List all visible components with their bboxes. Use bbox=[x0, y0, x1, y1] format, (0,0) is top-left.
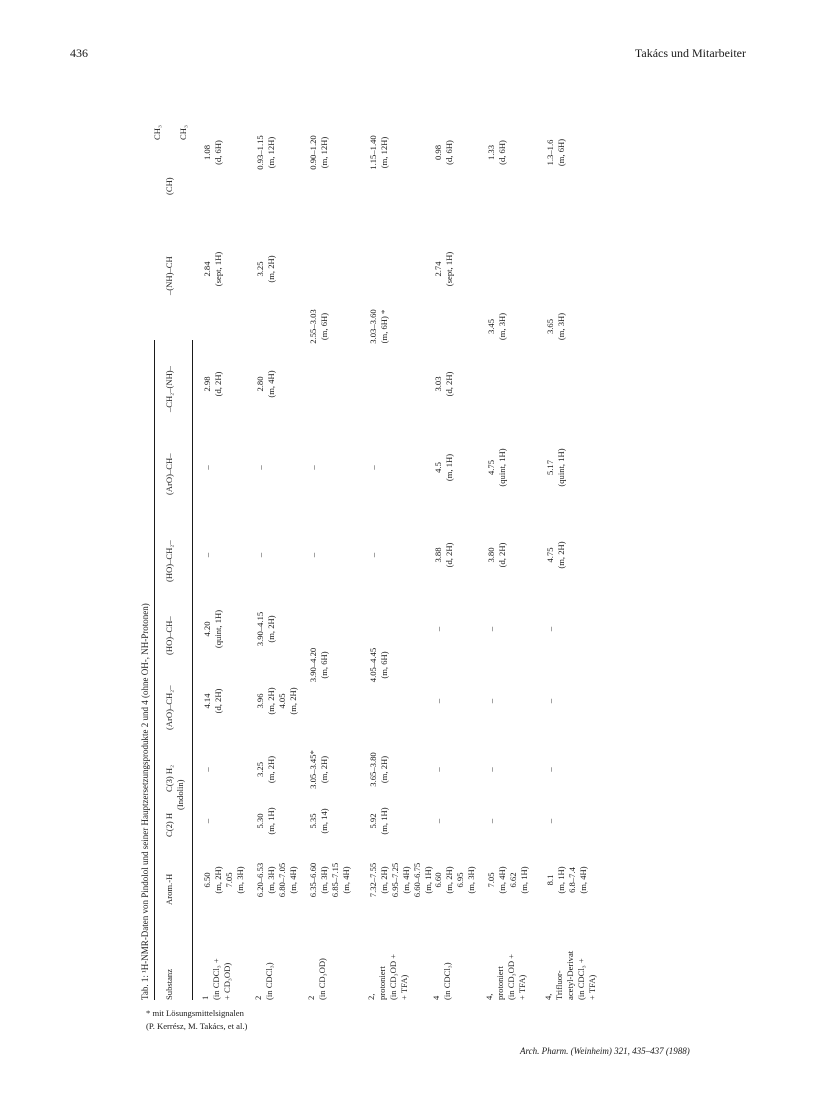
cell-ho-ch bbox=[255, 598, 277, 660]
cell-ho-ch2 bbox=[486, 525, 508, 585]
cell-c3 bbox=[433, 742, 444, 797]
cell-c2 bbox=[308, 800, 330, 842]
footnote-asterisk: * mit Lösungsmittelsignalen bbox=[146, 1008, 244, 1018]
cell-line: 6.60 bbox=[433, 872, 443, 888]
cell-line: (m, 2H) bbox=[213, 866, 223, 894]
cell-subst bbox=[306, 920, 328, 1000]
cell-line: 7.05 bbox=[224, 872, 234, 888]
cell-line: 0.90–1.20 bbox=[308, 135, 318, 170]
cell-line: 4 bbox=[431, 995, 441, 1000]
cell-line: 1.08 bbox=[202, 144, 212, 161]
cell-line: 1.15–1.40 bbox=[368, 135, 378, 170]
cell-aro-ch bbox=[308, 435, 319, 500]
header-indolin: (Indolin) bbox=[175, 779, 185, 810]
cell-line: 3.90–4.15 bbox=[255, 611, 265, 647]
cell-line: (m, 1H) bbox=[266, 807, 276, 835]
cell-arom bbox=[255, 850, 299, 910]
cell-line: 3.96 bbox=[255, 693, 265, 709]
cell-line: (sept, 1H) bbox=[213, 251, 223, 287]
cell-ch2-nh bbox=[433, 353, 455, 415]
cell-line: – bbox=[202, 818, 212, 824]
cell-subst bbox=[253, 920, 275, 1000]
cell-line: 6.60–6.75 bbox=[412, 862, 422, 898]
cell-c3 bbox=[255, 742, 277, 797]
cell-aro-ch2 bbox=[433, 670, 444, 732]
cell-line: 1.3–1.6 bbox=[545, 139, 555, 166]
cell-subst bbox=[543, 920, 598, 1000]
cell-arom bbox=[368, 850, 434, 910]
cell-line: 6.20–6.53 bbox=[255, 862, 265, 898]
cell-line: 0.93–1.15 bbox=[255, 135, 265, 170]
cell-line: (d, 2H) bbox=[213, 371, 223, 397]
cell-line: – bbox=[308, 465, 318, 470]
cell-line: 4.05–4.45 bbox=[368, 647, 378, 683]
cell-line: 4, bbox=[484, 993, 494, 1000]
cell-line: 3.25 bbox=[255, 261, 265, 277]
cell-ho-ch2 bbox=[368, 525, 379, 585]
cell-line: (m, 3H) bbox=[497, 312, 507, 341]
cell-arom bbox=[308, 850, 352, 910]
header-ch: (CH) bbox=[164, 177, 174, 195]
cell-ch2-nh-nh-ch bbox=[486, 238, 508, 415]
cell-line: (m, 4H) bbox=[266, 370, 276, 398]
cell-line: 2 bbox=[306, 995, 316, 1000]
cell-subst bbox=[200, 920, 233, 1000]
cell-line: 6.8–7.4 bbox=[567, 867, 577, 893]
cell-line: 2.55–3.03 bbox=[308, 309, 318, 344]
cell-line: 4, bbox=[543, 993, 553, 1000]
journal-footer: Arch. Pharm. (Weinheim) 321, 435–437 (1988) bbox=[520, 1046, 690, 1056]
cell-line: (m, 4H) bbox=[288, 866, 298, 894]
header-aro-ch2: (ArO)–CH₂– bbox=[164, 685, 174, 730]
cell-line: 6.35–6.60 bbox=[308, 862, 318, 898]
cell-line: 6.62 bbox=[508, 872, 518, 888]
cell-subst bbox=[484, 920, 528, 1000]
cell-line: 7.32–7.55 bbox=[368, 862, 378, 898]
cell-line: 0.98 bbox=[433, 144, 443, 161]
header-substance: Substanz bbox=[164, 968, 174, 1000]
cell-line: (m, 1H) bbox=[444, 453, 454, 482]
cell-line: – bbox=[433, 818, 443, 824]
cell-c3 bbox=[545, 742, 556, 797]
cell-ch3 bbox=[308, 115, 330, 190]
cell-line: – bbox=[433, 698, 443, 704]
cell-line: 6.95–7.25 bbox=[390, 862, 400, 898]
cell-ch2-nh-nh-ch bbox=[368, 238, 390, 415]
cell-ho-ch bbox=[486, 598, 497, 660]
header-ho-ch2: (HO)–CH₂– bbox=[164, 540, 174, 582]
cell-line: + TFA) bbox=[399, 974, 409, 1000]
cell-line: 2.80 bbox=[255, 376, 265, 392]
cell-ch2-nh-nh-ch bbox=[308, 238, 330, 415]
cell-line: (m, 2H) bbox=[266, 615, 276, 643]
cell-ho-ch2 bbox=[202, 525, 213, 585]
cell-ch2-nh bbox=[202, 353, 224, 415]
cell-line: (m, 12H) bbox=[319, 136, 329, 169]
cell-ho-ch2 bbox=[545, 525, 567, 585]
cell-line: (m, 6H) bbox=[556, 138, 566, 167]
cell-line: (m, 6H) * bbox=[379, 309, 389, 344]
cell-ch3 bbox=[255, 115, 277, 190]
header-aro-ch: (ArO)–CH– bbox=[164, 453, 174, 495]
cell-line: + TFA) bbox=[587, 974, 597, 1000]
cell-line: acetyl-Derivat bbox=[565, 950, 575, 1000]
cell-line: (m, 3H) bbox=[319, 866, 329, 894]
cell-line: – bbox=[308, 552, 318, 558]
cell-line: (in CD₃OD) bbox=[317, 958, 327, 1000]
cell-c3 bbox=[202, 742, 213, 797]
cell-c2 bbox=[486, 800, 497, 842]
header-ho-ch: (HO)–CH– bbox=[164, 616, 174, 655]
cell-line: – bbox=[486, 767, 496, 772]
cell-c3 bbox=[368, 742, 390, 797]
cell-c2 bbox=[545, 800, 556, 842]
running-head: Takács und Mitarbeiter bbox=[634, 46, 746, 60]
cell-line: 6.50 bbox=[202, 872, 212, 888]
cell-line: 4.20 bbox=[202, 621, 212, 637]
cell-line: Trifluor- bbox=[554, 970, 564, 1000]
cell-line: – bbox=[486, 698, 496, 704]
cell-arom bbox=[202, 850, 246, 910]
header-nh-ch: –(NH)–CH bbox=[164, 256, 174, 295]
cell-aro-ch2 bbox=[545, 670, 556, 732]
cell-aro-ch2 bbox=[255, 670, 299, 732]
footnote-authors: (P. Kerrész, M. Takács, et al.) bbox=[146, 1021, 248, 1031]
cell-line: + TFA) bbox=[517, 974, 527, 1000]
cell-line: 5.30 bbox=[255, 813, 265, 829]
cell-line: – bbox=[486, 818, 496, 824]
cell-ch3 bbox=[368, 115, 390, 190]
cell-line: – bbox=[368, 465, 378, 470]
cell-line: 3.45 bbox=[486, 318, 496, 335]
cell-line: 7.05 bbox=[486, 872, 496, 888]
header-arom: Arom.-H bbox=[164, 873, 174, 905]
cell-line: 2.98 bbox=[202, 376, 212, 392]
cell-arom bbox=[545, 850, 589, 910]
cell-line: – bbox=[202, 465, 212, 470]
cell-ch3 bbox=[486, 115, 508, 190]
cell-aro-ch bbox=[255, 435, 266, 500]
cell-ch2-nh-nh-ch bbox=[545, 238, 567, 415]
cell-c3 bbox=[308, 742, 330, 797]
cell-line: (d, 6H) bbox=[497, 140, 507, 165]
cell-line: – bbox=[486, 626, 496, 632]
cell-line: 3.03 bbox=[433, 376, 443, 392]
cell-line: – bbox=[368, 552, 378, 558]
cell-ch2-nh bbox=[255, 353, 277, 415]
cell-line: protoniert bbox=[495, 966, 505, 1000]
cell-line: (m, 2H) bbox=[266, 755, 276, 784]
cell-line: (m, 3H) bbox=[466, 866, 476, 894]
cell-line: 2 bbox=[253, 995, 263, 1000]
cell-line: (m, 1H) bbox=[519, 866, 529, 894]
cell-line: – bbox=[545, 767, 555, 772]
cell-line: 5.92 bbox=[368, 813, 378, 829]
cell-line: (in CDCl₃) bbox=[442, 962, 452, 1000]
cell-nh-ch bbox=[255, 238, 277, 300]
cell-line: (m, 2H) bbox=[319, 755, 329, 784]
header-ch3-top: CH₃ bbox=[152, 125, 162, 140]
cell-line: (m, 3H) bbox=[266, 866, 276, 894]
cell-line: (m, 12H) bbox=[379, 136, 389, 169]
cell-line: 2, bbox=[366, 993, 376, 1000]
cell-line: (m, 2H) bbox=[266, 255, 276, 283]
cell-line: 8.1 bbox=[545, 874, 555, 886]
cell-line: 1.33 bbox=[486, 144, 496, 161]
cell-aro-ch bbox=[433, 435, 455, 500]
cell-line: (d, 2H) bbox=[497, 542, 507, 568]
rotated-table bbox=[140, 80, 630, 1000]
cell-line: – bbox=[545, 698, 555, 704]
cell-line: 6.95 bbox=[455, 872, 465, 888]
cell-arom bbox=[433, 850, 477, 910]
cell-c2 bbox=[433, 800, 444, 842]
cell-line: (m, 2H) bbox=[444, 866, 454, 894]
cell-ch3 bbox=[545, 115, 567, 190]
table-rule-header bbox=[192, 340, 193, 1000]
header-c3: C(3) H₂ bbox=[164, 764, 174, 792]
cell-line: (d, 6H) bbox=[213, 140, 223, 165]
cell-ho-ch2 bbox=[255, 525, 266, 585]
cell-line: (in CDCl₃ + bbox=[576, 958, 586, 1000]
cell-line: 3.90–4.20 bbox=[308, 647, 318, 683]
header-c2: C(2) H bbox=[164, 812, 174, 837]
header-ch2-nh: –CH₂–(NH)– bbox=[164, 366, 174, 412]
cell-line: – bbox=[202, 552, 212, 558]
cell-line: (m, 14) bbox=[319, 808, 329, 834]
cell-line: 3.03–3.60 bbox=[368, 309, 378, 344]
cell-subst bbox=[366, 920, 410, 1000]
cell-line: (m, 4H) bbox=[341, 866, 351, 894]
cell-line: (m, 4H) bbox=[497, 866, 507, 894]
cell-aro-ch bbox=[202, 435, 213, 500]
cell-line: (m, 2H) bbox=[379, 755, 389, 784]
cell-line: (quint, 1H) bbox=[556, 448, 566, 487]
table-caption: Tab. 1: ¹H-NMR-Daten von Pindolol und seiner Hauptzersetzungsprodukte 2 und 4 (ohne OH-, NH-Protonen) bbox=[140, 603, 150, 1000]
cell-line: 3.80 bbox=[486, 547, 496, 563]
cell-line: + CD₃OD) bbox=[222, 962, 232, 1000]
cell-line: 4.75 bbox=[486, 459, 496, 476]
cell-aro-ch2 bbox=[202, 670, 224, 732]
cell-line: 3.05–3.45* bbox=[308, 750, 318, 789]
cell-line: (d, 2H) bbox=[213, 688, 223, 714]
cell-line: (d, 2H) bbox=[444, 371, 454, 397]
cell-line: (quint, 1H) bbox=[497, 448, 507, 487]
cell-line: (m, 2H) bbox=[288, 687, 298, 715]
cell-ho-ch2 bbox=[308, 525, 319, 585]
cell-line: (in CDCl₃) bbox=[264, 962, 274, 1000]
cell-line: 3.65 bbox=[545, 318, 555, 335]
cell-ho-ch bbox=[433, 598, 444, 660]
cell-c2 bbox=[255, 800, 277, 842]
cell-ch3 bbox=[202, 115, 224, 190]
cell-line: 4.75 bbox=[545, 547, 555, 563]
cell-line: 3.88 bbox=[433, 547, 443, 563]
cell-line: – bbox=[433, 626, 443, 632]
cell-aro-ch2 bbox=[486, 670, 497, 732]
cell-line: (m, 3H) bbox=[235, 866, 245, 894]
cell-line: 6.85–7.15 bbox=[330, 862, 340, 898]
cell-aro-ch bbox=[368, 435, 379, 500]
cell-line: (m, 12H) bbox=[266, 136, 276, 169]
cell-line: (m, 6H) bbox=[319, 651, 329, 679]
cell-line: (d, 6H) bbox=[444, 140, 454, 165]
cell-ho-ch bbox=[202, 598, 224, 660]
cell-line: (in CDCl₃ + bbox=[211, 958, 221, 1000]
cell-c2 bbox=[368, 800, 390, 842]
cell-line: – bbox=[433, 767, 443, 772]
cell-line: – bbox=[545, 626, 555, 632]
cell-ho-ch bbox=[545, 598, 556, 660]
cell-line: (m, 1H) bbox=[556, 866, 566, 894]
cell-line: (m, 1H) bbox=[379, 807, 389, 835]
cell-line: (m, 6H) bbox=[379, 651, 389, 679]
cell-line: (m, 2H) bbox=[379, 866, 389, 894]
cell-c2 bbox=[202, 800, 213, 842]
cell-aro-ch bbox=[486, 435, 508, 500]
cell-c3 bbox=[486, 742, 497, 797]
page-number: 436 bbox=[70, 46, 88, 60]
cell-line: – bbox=[255, 465, 265, 470]
cell-line: 5.17 bbox=[545, 459, 555, 476]
cell-subst bbox=[431, 920, 453, 1000]
cell-line: 1 bbox=[200, 995, 210, 1000]
cell-line: (m, 1H) bbox=[423, 866, 433, 894]
cell-line: (sept, 1H) bbox=[444, 251, 454, 287]
cell-arom bbox=[486, 850, 530, 910]
cell-aro-ch2-ho-ch bbox=[308, 598, 330, 732]
header-ch3-bottom: CH₃ bbox=[178, 125, 188, 140]
cell-line: (m, 2H) bbox=[556, 541, 566, 569]
cell-line: (in CD₃OD + bbox=[506, 953, 516, 1000]
cell-line: (m, 2H) bbox=[266, 687, 276, 715]
cell-ho-ch2 bbox=[433, 525, 455, 585]
cell-line: (in CD₃OD + bbox=[388, 953, 398, 1000]
cell-line: 5.35 bbox=[308, 813, 318, 829]
cell-line: (m, 3H) bbox=[556, 312, 566, 341]
cell-line: (d, 2H) bbox=[444, 542, 454, 568]
cell-line: (m, 4H) bbox=[578, 866, 588, 894]
cell-line: 2.74 bbox=[433, 261, 443, 277]
cell-line: 3.25 bbox=[255, 761, 265, 778]
cell-line: (m, 4H) bbox=[401, 866, 411, 894]
cell-line: 4.14 bbox=[202, 693, 212, 709]
cell-line: 6.80–7.05 bbox=[277, 862, 287, 898]
cell-line: – bbox=[202, 767, 212, 772]
cell-line: protoniert bbox=[377, 966, 387, 1000]
cell-line: – bbox=[255, 552, 265, 558]
cell-nh-ch bbox=[202, 238, 224, 300]
cell-aro-ch2-ho-ch bbox=[368, 598, 390, 732]
table-rule-top bbox=[154, 340, 155, 1000]
cell-line: 3.65–3.80 bbox=[368, 752, 378, 787]
cell-ch3 bbox=[433, 115, 455, 190]
cell-nh-ch bbox=[433, 238, 455, 300]
cell-line: (quint, 1H) bbox=[213, 609, 223, 649]
cell-line: 2.84 bbox=[202, 261, 212, 277]
cell-line: 4.05 bbox=[277, 693, 287, 709]
cell-aro-ch bbox=[545, 435, 567, 500]
cell-line: 4.5 bbox=[433, 462, 443, 473]
cell-line: – bbox=[545, 818, 555, 824]
cell-line: (m, 6H) bbox=[319, 312, 329, 341]
